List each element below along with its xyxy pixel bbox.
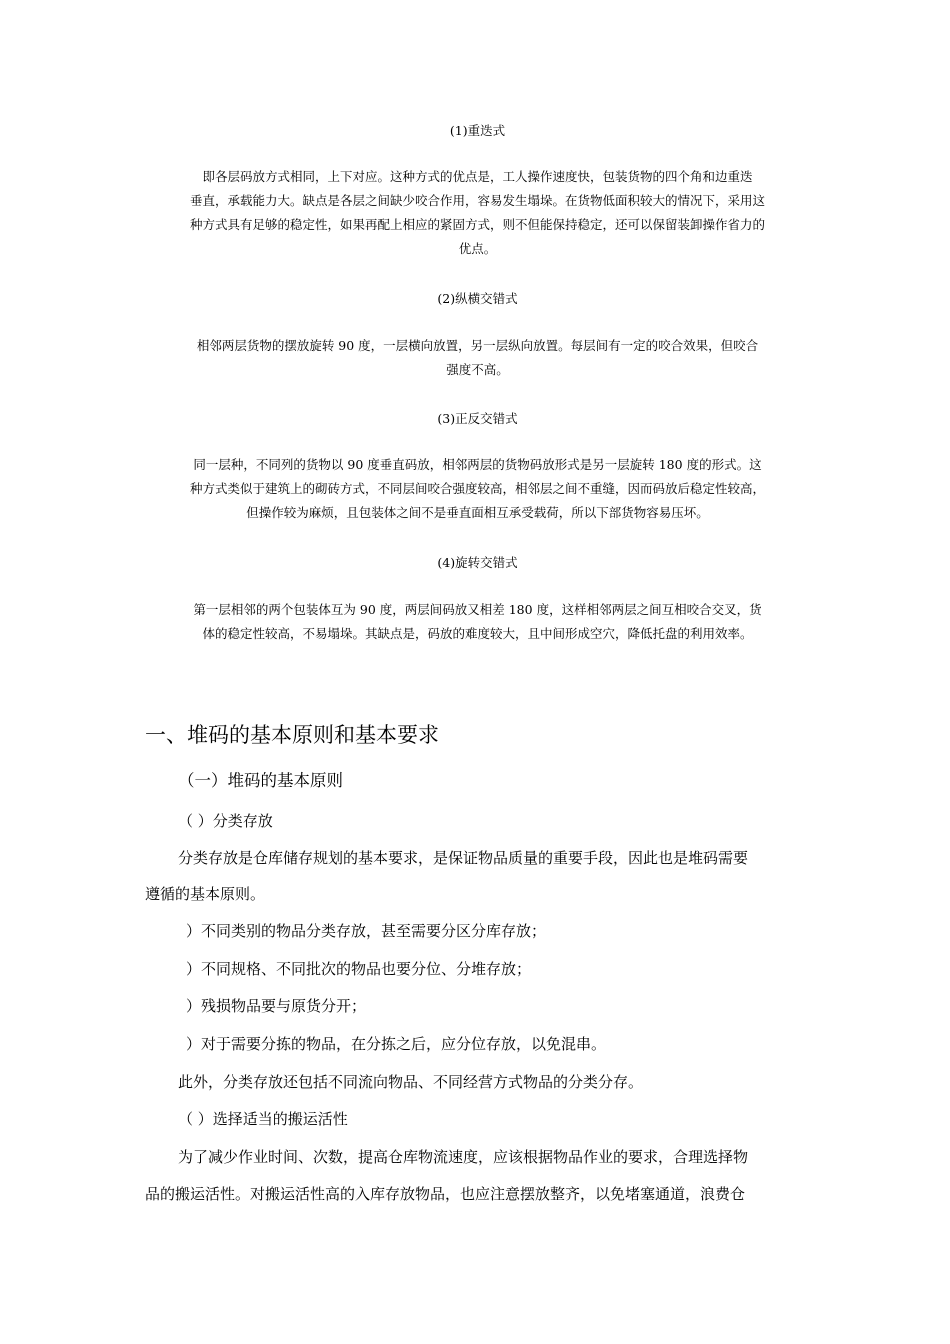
paragraph-line: 强度不高。 [446,362,509,377]
section-paragraph-3 [145,453,810,525]
section-title-2: (2)纵横交错式 [437,291,518,306]
paragraph-line: 体的稳定性较高，不易塌垛。其缺点是，码放的难度较大，且中间形成空穴，降低托盘的利用效率。 [202,626,753,641]
body-line: 此外，分类存放还包括不同流向物品、不同经营方式物品的分类分存。 [178,1073,644,1091]
section-paragraph-1 [145,165,810,261]
paragraph-line: 相邻两层货物的摆放旋转 90 度，一层横向放置，另一层纵向放置。每层间有一定的咬合效果，但咬合 [196,338,759,353]
body-line: 遵循的基本原则。 [145,885,266,903]
list-item: ）不同类别的物品分类存放，甚至需要分区分库存放； [186,922,547,940]
subsection-heading: （ ）选择适当的搬运活性 [178,1110,348,1128]
section-title-1: (1)重迭式 [449,123,506,138]
paragraph-line: 优点。 [458,241,497,256]
list-item: ）对于需要分拣的物品，在分拣之后，应分位存放，以免混串。 [186,1035,607,1053]
section-title-3: (3)正反交错式 [437,411,518,426]
paragraph-line: 垂直，承载能力大。缺点是各层之间缺少咬合作用，容易发生塌垛。在货物低面积较大的情况下，采用这 [189,193,765,208]
paragraph-line: 即各层码放方式相同，上下对应。这种方式的优点是，工人操作速度快，包装货物的四个角和边重迭 [202,169,753,184]
section-title-4: (4)旋转交错式 [437,555,518,570]
section-heading: （一）堆码的基本原则 [178,771,343,790]
chapter-heading: 一、堆码的基本原则和基本要求 [145,723,439,747]
body-line: 品的搬运活性。对搬运活性高的入库存放物品，也应注意摆放整齐，以免堵塞通道，浪费仓 [145,1185,746,1203]
subsection-heading: （ ）分类存放 [178,812,273,830]
section-paragraph-4 [145,598,810,646]
paragraph-line: 种方式类似于建筑上的砌砖方式，不同层间咬合强度较高，相邻层之间不重缝，因而码放后稳定性较高， [189,481,765,496]
paragraph-line: 但操作较为麻烦，且包装体之间不是垂直面相互承受载荷，所以下部货物容易压坏。 [246,505,709,520]
paragraph-line: 同一层种，不同列的货物以 90 度垂直码放，相邻两层的货物码放形式是另一层旋转 180 度的形式。这 [193,457,762,472]
body-line: 分类存放是仓库储存规划的基本要求，是保证物品质量的重要手段，因此也是堆码需要 [178,849,749,867]
list-item: ）残损物品要与原货分开； [186,997,367,1015]
body-line: 为了减少作业时间、次数，提高仓库物流速度，应该根据物品作业的要求，合理选择物 [178,1148,749,1166]
paragraph-line: 种方式具有足够的稳定性，如果再配上相应的紧固方式，则不但能保持稳定，还可以保留装卸操作省力的 [189,217,765,232]
paragraph-line: 第一层相邻的两个包装体互为 90 度，两层间码放又相差 180 度，这样相邻两层之间互相咬合交叉，货 [193,602,762,617]
list-item: ）不同规格、不同批次的物品也要分位、分堆存放； [186,960,532,978]
section-paragraph-2 [145,334,810,382]
